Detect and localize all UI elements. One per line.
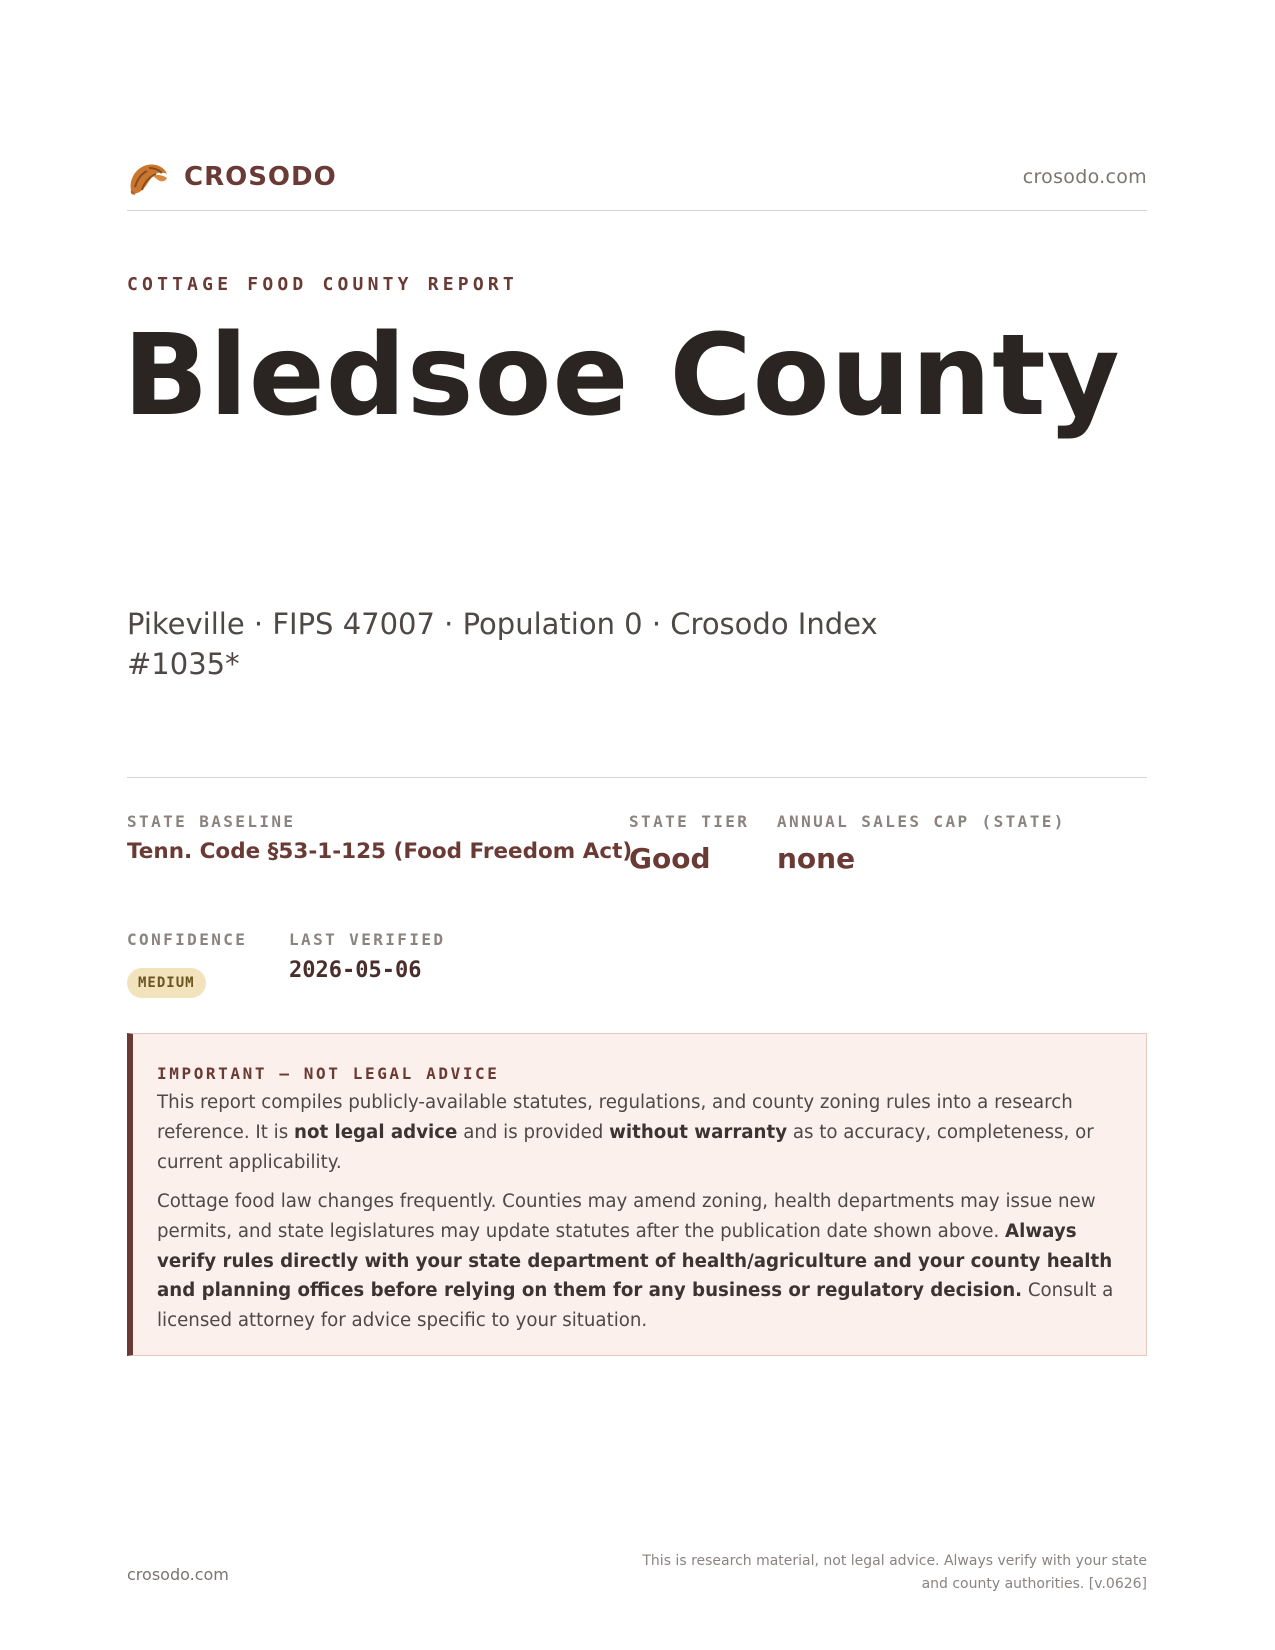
notice-paragraph-1 [157,1088,1129,1177]
croissant-icon [127,160,169,198]
notice-emphasis: without warranty [609,1121,788,1143]
last-verified-label: LAST VERIFIED [289,930,446,949]
state-baseline-value: Tenn. Code §53-1-125 (Food Freedom Act) [127,839,633,864]
report-subtitle: Pikeville · FIPS 47007 · Population 0 · Crosodo Index #1035* [127,607,878,681]
footer-site-url[interactable]: crosodo.com [127,1565,229,1584]
last-verified-value: 2026-05-06 [289,958,422,983]
page-header [127,158,1147,202]
state-baseline-label: STATE BASELINE [127,812,296,831]
notice-emphasis: Always verify rules directly with your state department of health/agriculture and your county health and planning offices before relying on them for any business or regulatory decision. [157,1220,1113,1302]
confidence-label: CONFIDENCE [127,930,248,949]
brand-name: CROSODO [184,162,337,192]
confidence-badge: MEDIUM [127,968,206,998]
header-divider [127,210,1147,211]
notice-paragraph-2 [157,1187,1129,1336]
notice-text: Consult a licensed attorney for advice specific to your situation. [157,1280,1114,1332]
state-tier-label: STATE TIER [629,812,750,831]
state-tier-value: Good [629,842,711,875]
footer-disclaimer-line-2: and county authorities. [v.0626] [921,1576,1147,1592]
footer-disclaimer [627,1550,1147,1596]
notice-text: Cottage food law changes frequently. Counties may amend zoning, health departments may issue new permits, and state legislatures may update statutes after the publication date shown above. [157,1191,1096,1242]
sales-cap-value: none [777,842,856,875]
page-title: Bledsoe County [123,311,1121,441]
notice-emphasis: not legal advice [294,1121,458,1143]
notice-text: This report compiles publicly-available statutes, regulations, and county zoning rules into a research reference. It is [157,1092,1073,1143]
site-url[interactable]: crosodo.com [1022,166,1147,188]
section-divider [127,777,1147,778]
notice-text: and is provided [457,1121,610,1143]
report-page [123,0,1147,1650]
report-eyebrow: COTTAGE FOOD COUNTY REPORT [127,274,518,295]
legal-notice [127,1033,1147,1356]
notice-heading: IMPORTANT — NOT LEGAL ADVICE [157,1064,500,1083]
notice-text: as to accuracy, completeness, or current applicability. [157,1121,1094,1173]
sales-cap-label: ANNUAL SALES CAP (STATE) [777,812,1066,831]
footer-disclaimer-line-1: This is research material, not legal advice. Always verify with your state [642,1553,1147,1569]
